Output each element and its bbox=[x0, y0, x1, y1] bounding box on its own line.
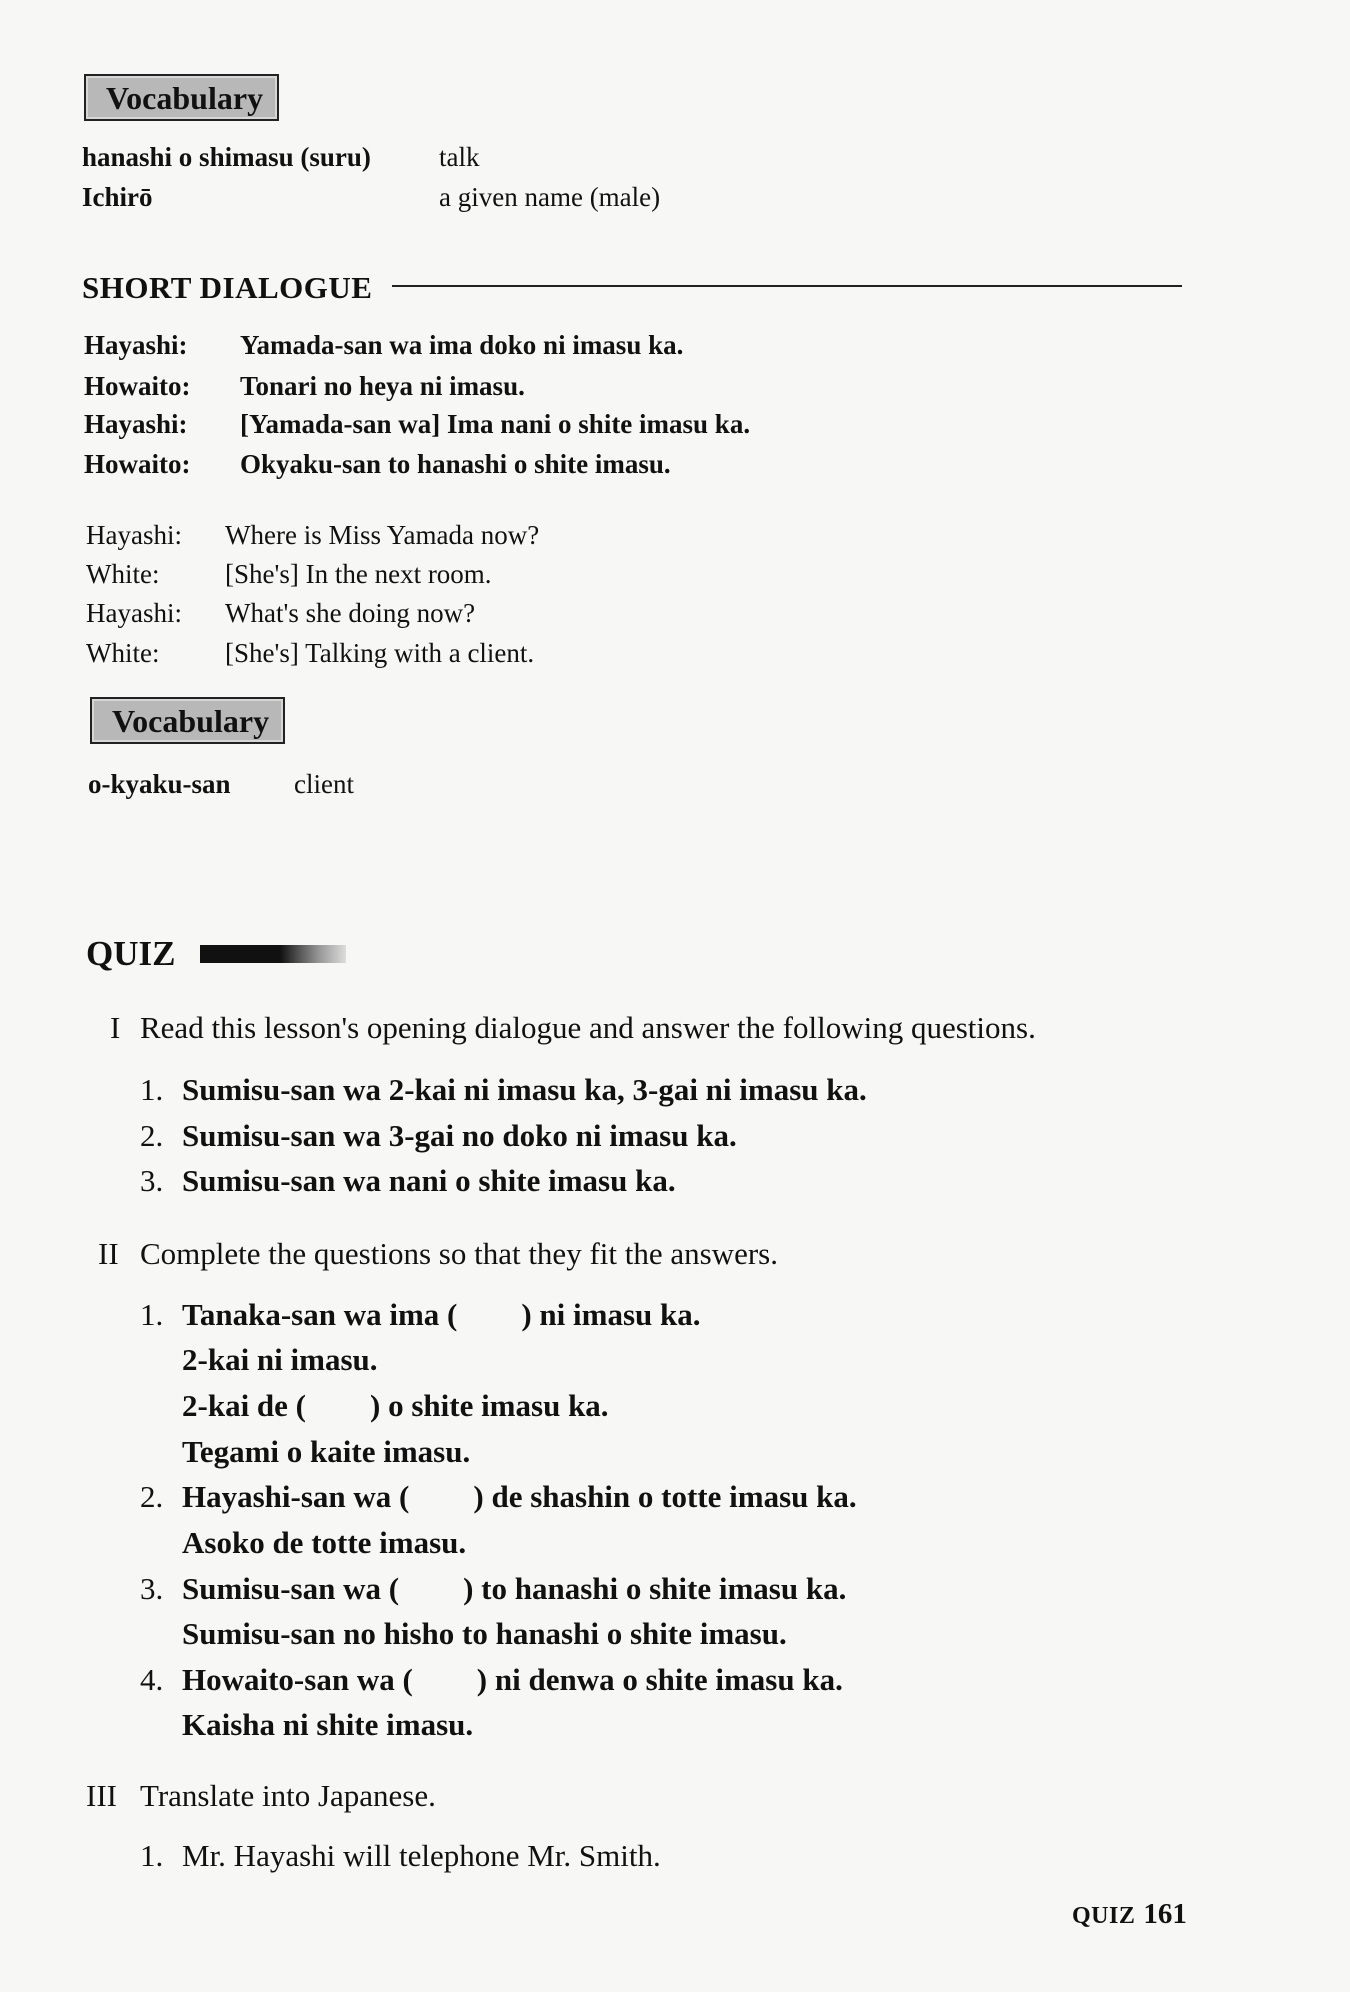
vocab-term: hanashi o shimasu (suru) bbox=[82, 142, 371, 172]
question-text: Sumisu-san wa 2-kai ni imasu ka, 3-gai ni imasu ka. bbox=[182, 1072, 867, 1107]
question-text-end: ) to hanashi o shite imasu ka. bbox=[463, 1571, 847, 1606]
quiz-instruction: Read this lesson's opening dialogue and answer the following questions. bbox=[140, 1010, 1036, 1045]
quiz-section-numeral: I bbox=[110, 1010, 121, 1045]
translation-line: Where is Miss Yamada now? bbox=[225, 520, 540, 550]
section-rule bbox=[392, 285, 1182, 287]
translation-line: [She's] In the next room. bbox=[225, 559, 492, 589]
question-number: 2. bbox=[140, 1479, 164, 1514]
question-text bbox=[182, 1571, 846, 1607]
question-number: 1. bbox=[140, 1297, 164, 1332]
quiz-title-bar bbox=[200, 945, 346, 963]
question-text-end: ) de shashin o totte imasu ka. bbox=[473, 1479, 857, 1514]
footer-section-label: QUIZ bbox=[1072, 1903, 1136, 1929]
vocab-term: Ichirō bbox=[82, 182, 153, 212]
question-text-start: Tanaka-san wa ima ( bbox=[182, 1297, 458, 1332]
question-text bbox=[182, 1662, 843, 1698]
vocabulary-header: Vocabulary bbox=[84, 74, 279, 121]
page-number: 161 bbox=[1143, 1898, 1187, 1930]
question-number: 4. bbox=[140, 1662, 164, 1697]
vocab-definition: a given name (male) bbox=[439, 182, 661, 212]
question-number: 1. bbox=[140, 1072, 164, 1107]
question-number: 3. bbox=[140, 1571, 164, 1606]
dialogue-line: Yamada-san wa ima doko ni imasu ka. bbox=[240, 330, 684, 360]
quiz-instruction: Complete the questions so that they fit the answers. bbox=[140, 1236, 778, 1271]
question-text-end: ) ni denwa o shite imasu ka. bbox=[476, 1662, 843, 1697]
dialogue-line: Tonari no heya ni imasu. bbox=[240, 371, 525, 401]
question-number: 1. bbox=[140, 1838, 164, 1873]
quiz-title: QUIZ bbox=[86, 934, 176, 973]
question-text-start: Howaito-san wa ( bbox=[182, 1662, 413, 1697]
question-text-start: 2-kai de ( bbox=[182, 1388, 306, 1423]
quiz-section-numeral: III bbox=[86, 1778, 117, 1813]
vocab-definition: client bbox=[294, 769, 354, 799]
translation-speaker: Hayashi: bbox=[86, 520, 182, 550]
answer-text: Asoko de totte imasu. bbox=[182, 1525, 467, 1560]
question-text: Mr. Hayashi will telephone Mr. Smith. bbox=[182, 1838, 661, 1873]
quiz-section-numeral: II bbox=[98, 1236, 119, 1271]
translation-line: What's she doing now? bbox=[225, 598, 476, 628]
question-text-start: Sumisu-san wa ( bbox=[182, 1571, 400, 1606]
dialogue-line: Okyaku-san to hanashi o shite imasu. bbox=[240, 449, 671, 479]
question-text-start: Hayashi-san wa ( bbox=[182, 1479, 410, 1514]
question-text bbox=[182, 1297, 701, 1333]
answer-text: Tegami o kaite imasu. bbox=[182, 1434, 471, 1469]
dialogue-speaker: Howaito: bbox=[84, 449, 191, 479]
question-text bbox=[182, 1479, 857, 1515]
translation-line: [She's] Talking with a client. bbox=[225, 638, 535, 668]
vocab-definition: talk bbox=[439, 142, 480, 172]
dialogue-speaker: Howaito: bbox=[84, 371, 191, 401]
question-number: 3. bbox=[140, 1163, 164, 1198]
dialogue-speaker: Hayashi: bbox=[84, 409, 188, 439]
question-text-end: ) o shite imasu ka. bbox=[370, 1388, 609, 1423]
short-dialogue-title: SHORT DIALOGUE bbox=[82, 270, 373, 305]
question-text: Sumisu-san wa nani o shite imasu ka. bbox=[182, 1163, 676, 1198]
question-text: Sumisu-san wa 3-gai no doko ni imasu ka. bbox=[182, 1118, 737, 1153]
answer-text: Kaisha ni shite imasu. bbox=[182, 1707, 474, 1742]
quiz-instruction: Translate into Japanese. bbox=[140, 1778, 436, 1813]
question-number: 2. bbox=[140, 1118, 164, 1153]
translation-speaker: Hayashi: bbox=[86, 598, 182, 628]
vocab-term: o-kyaku-san bbox=[88, 769, 231, 799]
answer-text: Sumisu-san no hisho to hanashi o shite imasu. bbox=[182, 1616, 787, 1651]
question-text-end: ) ni imasu ka. bbox=[521, 1297, 701, 1332]
page-footer bbox=[1072, 1898, 1187, 1931]
translation-speaker: White: bbox=[86, 638, 160, 668]
dialogue-speaker: Hayashi: bbox=[84, 330, 188, 360]
dialogue-line: [Yamada-san wa] Ima nani o shite imasu ka. bbox=[240, 409, 751, 439]
question-text bbox=[182, 1388, 609, 1424]
translation-speaker: White: bbox=[86, 559, 160, 589]
answer-text: 2-kai ni imasu. bbox=[182, 1342, 378, 1377]
vocabulary-header: Vocabulary bbox=[90, 697, 285, 744]
